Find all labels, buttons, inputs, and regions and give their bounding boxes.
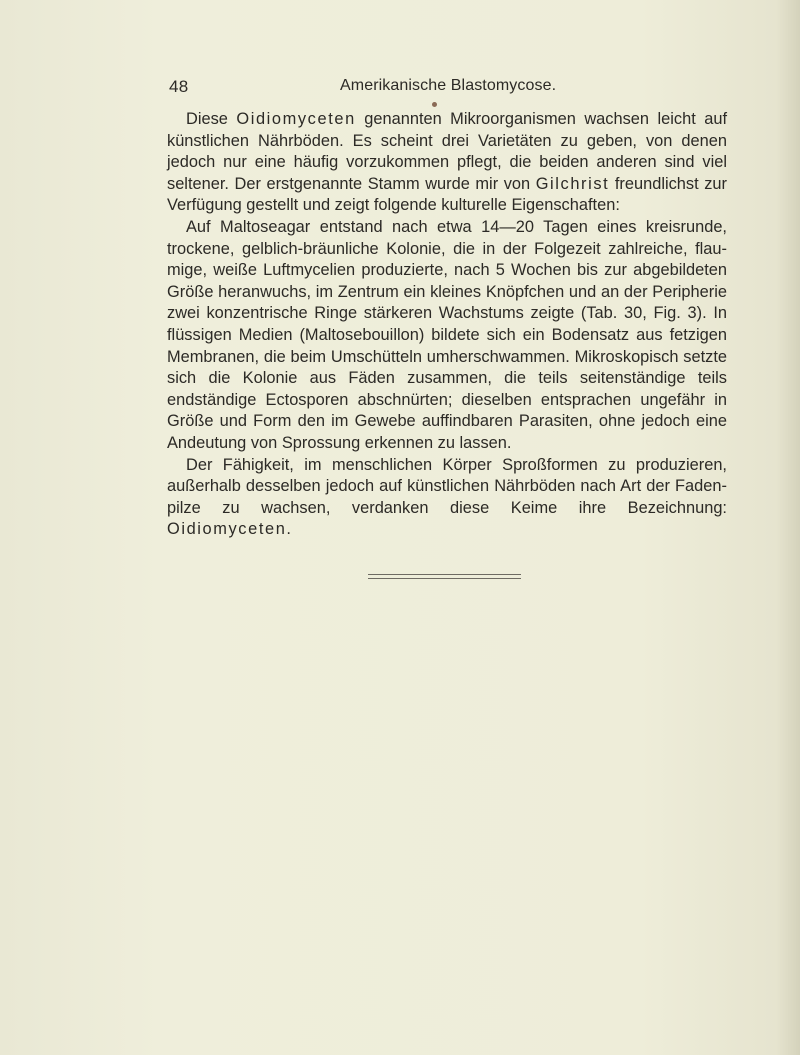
paragraph-3 [167, 455, 727, 541]
paragraph-1 [167, 109, 727, 217]
page-number: 48 [169, 77, 189, 96]
body-text [167, 109, 727, 541]
paragraph-1-end: freundlichst zur Verfügung gestellt und zeigt folgende kulturelle Eigenschaften: [167, 174, 727, 215]
paragraph-3-end: . [286, 520, 291, 539]
running-title: Amerikanische Blastomycose. [340, 77, 557, 94]
paragraph-1-middle: genannten Mikroorganismen wachsen leicht auf künstlichen Nährböden. Es scheint drei Varietäten zu geben, von denen jedoch nur eine häufig vorzukommen pflegt, die beiden anderen sind viel seltener. Der erstgenannte Stamm wurde mir von [167, 110, 727, 193]
ink-speck [432, 102, 437, 107]
page-header [169, 77, 769, 101]
paragraph-1-term: Oidiomyceten [236, 110, 356, 128]
paragraph-3-lead: Der Fähigkeit, im menschlichen Körper Sproßformen zu produzieren, außerhalb desselben jedoch auf künstlichen Nährböden nach Art der Fadenpilze zu wachsen, verdanken diese Keime ihre Bezeichnung: [167, 455, 727, 517]
section-divider-top [368, 574, 521, 575]
section-divider-bottom [368, 578, 521, 579]
paragraph-3-term: Oidiomyceten [167, 520, 287, 539]
paragraph-2: Auf Maltoseagar entstand nach etwa 14—20 Tagen eines kreisrunde, trockene, gelblich-bräunliche Kolonie, die in der Folgezeit zahlreiche, flaumige, weiße Luftmycelien produzierte, nach 5 Wochen bis zur abgebildeten Größe heranwuchs, im Zentrum ein kleines Knöpfchen und an der Peripherie zwei konzentrische Ringe stärkeren Wachstums zeigte (Tab. 30, Fig. 3). In flüssigen Medien (Maltosebouillon) bildete sich ein Bodensatz aus fetzigen Membranen, die beim Umschütteln umherschwammen. Mikroskopisch setzte sich die Kolonie aus Fäden zusammen, die teils seitenständige teils endständige Ectosporen abschnürten; dieselben entsprachen ungefähr in Größe und Form den im Gewebe auffindbaren Parasiten, ohne jedoch eine Andeutung von Sprossung erkennen zu lassen. [167, 217, 727, 452]
paragraph-1-lead: Diese [186, 110, 237, 128]
paragraph-1-person: Gilchrist [535, 174, 610, 193]
